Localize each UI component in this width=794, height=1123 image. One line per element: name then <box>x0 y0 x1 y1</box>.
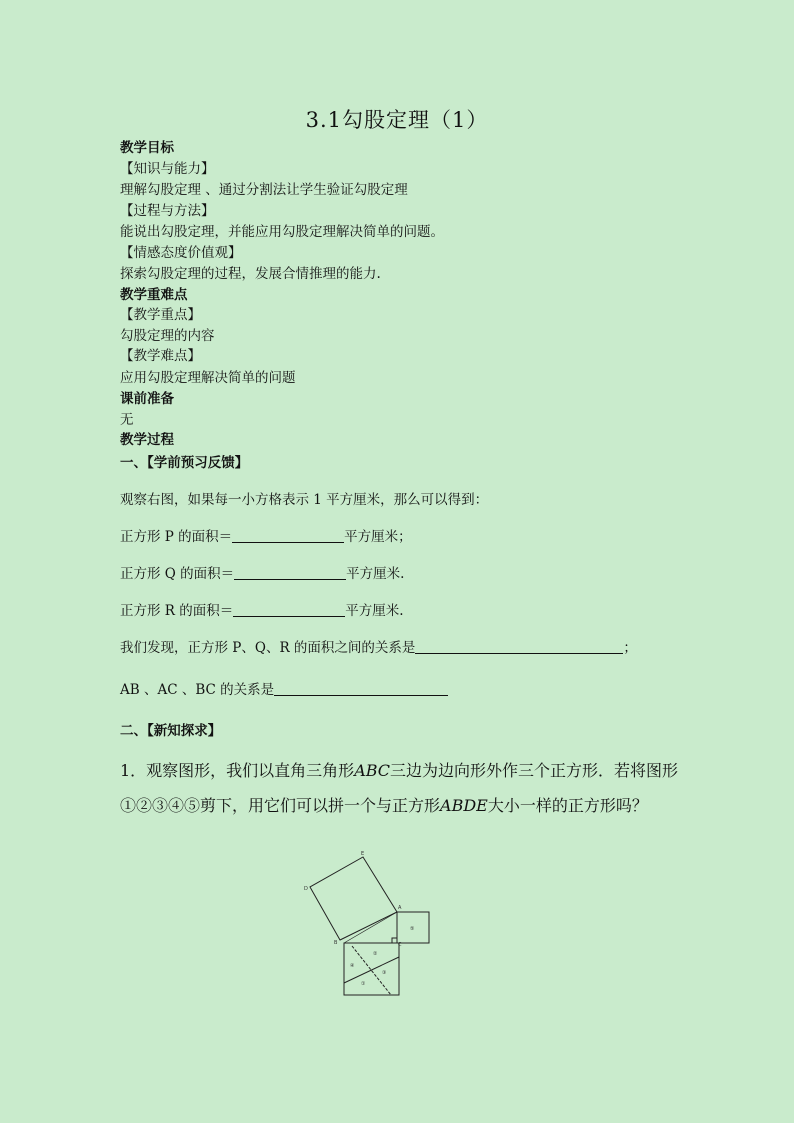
p-area-unit: 平方厘米； <box>344 529 412 545</box>
q-area-unit: 平方厘米. <box>346 566 405 582</box>
page-title: 3.1勾股定理（1） <box>305 108 489 132</box>
prep-heading: 课前准备 <box>120 391 174 407</box>
right-angle-mark <box>392 938 397 943</box>
label-d: D <box>304 886 308 892</box>
knowledge-heading: 【知识与能力】 <box>120 161 215 177</box>
label-e: E <box>361 851 365 857</box>
process-heading: 【过程与方法】 <box>120 203 215 219</box>
label-a: A <box>398 905 402 911</box>
piece-5: ⑤ <box>410 926 415 932</box>
piece-3: ③ <box>382 970 387 976</box>
q1-text-d: 大小一样的正方形吗？ <box>487 796 648 815</box>
key-point-heading: 【教学重点】 <box>120 307 201 323</box>
dissect-line-2 <box>344 957 399 983</box>
piece-4: ④ <box>350 963 355 969</box>
knowledge-text: 理解勾股定理 、通过分割法让学生验证勾股定理 <box>120 182 408 198</box>
emotion-heading: 【情感态度价值观】 <box>120 245 242 261</box>
difficulty-heading: 【教学难点】 <box>120 348 201 364</box>
q1-text-b: 三边为边向形外作三个正方形．若将图形 <box>390 761 679 780</box>
part1-heading: 一、【学前预习反馈】 <box>120 455 249 471</box>
label-b: B <box>334 940 338 946</box>
part2-heading: 二、【新知探求】 <box>120 723 222 739</box>
r-area-label: 正方形 R 的面积＝ <box>120 603 234 619</box>
difficulty-text: 应用勾股定理解决简单的问题 <box>120 370 296 386</box>
piece-1: ① <box>361 981 366 987</box>
q-area-label: 正方形 Q 的面积＝ <box>120 566 235 582</box>
square-medium <box>344 943 399 995</box>
piece-2: ② <box>373 951 378 957</box>
relation-label: 我们发现，正方形 P、Q、R 的面积之间的关系是 <box>120 640 416 656</box>
q1-abde: ABDE <box>440 796 488 815</box>
p-area-label: 正方形 P 的面积＝ <box>120 529 233 545</box>
observe-text: 观察右图，如果每一小方格表示 1 平方厘米，那么可以得到： <box>120 492 489 508</box>
relation-end: ； <box>623 640 637 656</box>
emotion-text: 探索勾股定理的过程，发展合情推理的能力. <box>120 266 381 282</box>
prep-text: 无 <box>120 412 134 428</box>
dissect-line-3 <box>344 912 397 943</box>
label-c: C <box>398 942 402 948</box>
sides-label: AB 、AC 、BC 的关系是 <box>120 682 275 698</box>
process-main-heading: 教学过程 <box>120 432 174 448</box>
key-point-text: 勾股定理的内容 <box>120 328 215 344</box>
q1-abc: ABC <box>354 761 391 780</box>
q1-text-c: ①②③④⑤剪下，用它们可以拼一个与正方形 <box>120 796 441 815</box>
square-abde <box>310 857 397 940</box>
key-heading: 教学重难点 <box>120 287 188 303</box>
goals-heading: 教学目标 <box>120 140 174 156</box>
process-text: 能说出勾股定理，并能应用勾股定理解决简单的问题。 <box>120 224 444 240</box>
r-area-unit: 平方厘米. <box>345 603 404 619</box>
q1-text-a: 1．观察图形，我们以直角三角形 <box>120 761 355 780</box>
